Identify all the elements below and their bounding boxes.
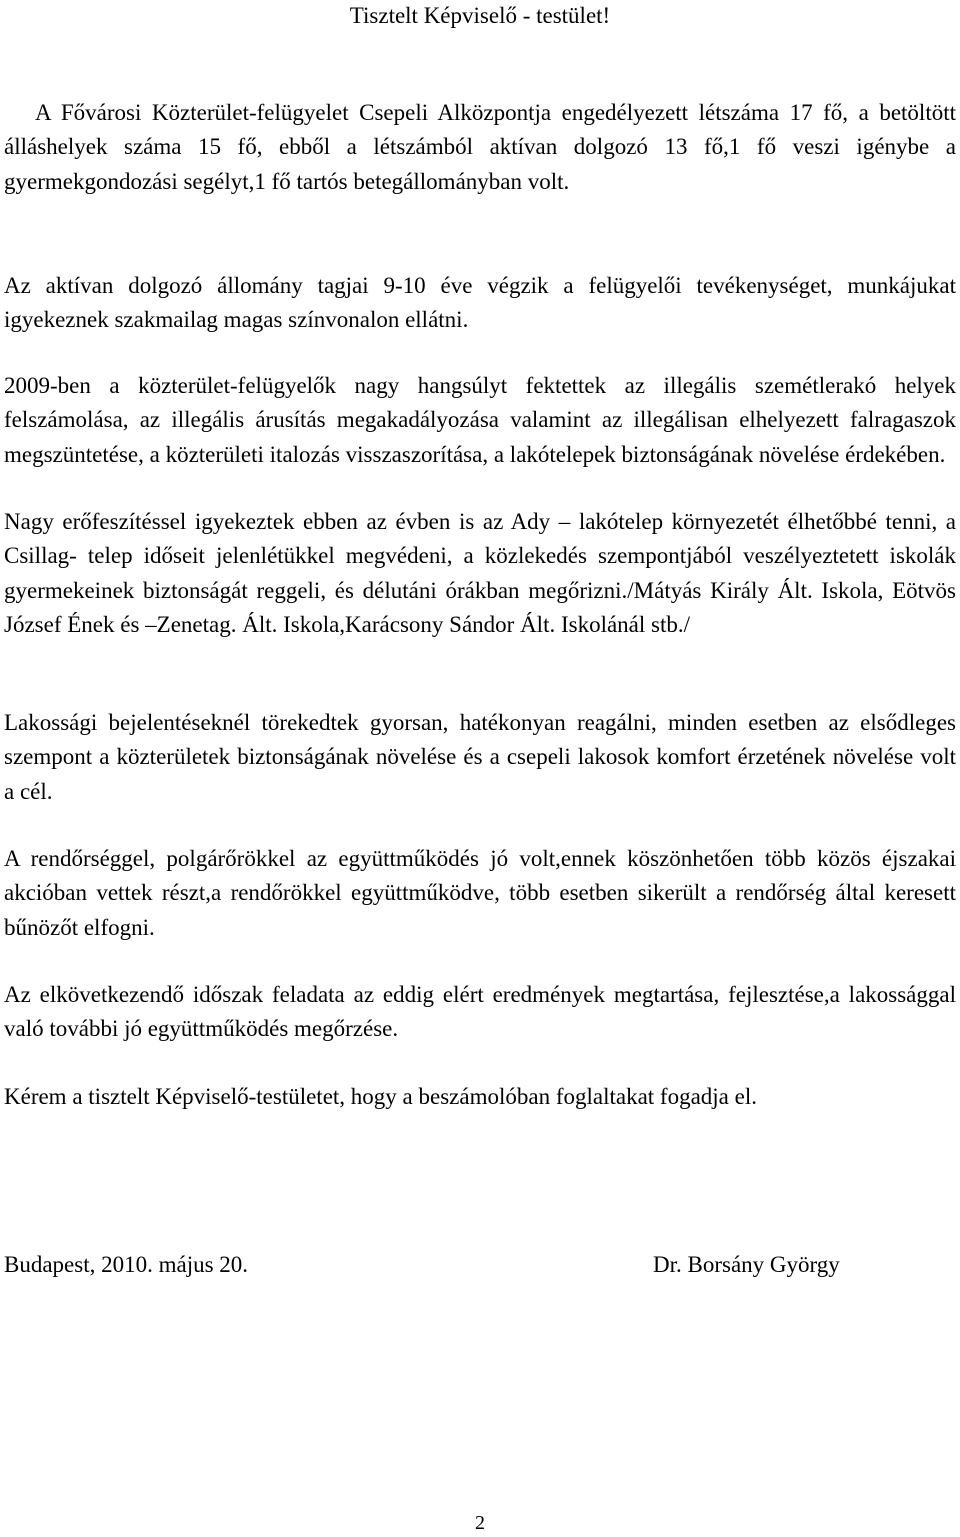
- document-title: Tisztelt Képviselő - testület!: [349, 3, 611, 28]
- paragraph-police-cooperation: A rendőrséggel, polgárőrökkel az együttműködés jó volt,ennek köszönhetően több közös éjszakai akcióban vettek részt,a rendőrökkel együttműködve, több esetben sikerült a rendőrség által keresett bűnözőt elfogni.: [4, 846, 956, 940]
- place-date: Budapest, 2010. május 20.: [4, 1252, 249, 1277]
- paragraph-request: Kérem a tisztelt Képviselő-testületet, hogy a beszámolóban foglaltakat fogadja el.: [4, 1084, 757, 1109]
- page-number: 2: [475, 1512, 485, 1534]
- paragraph-staffing: A Fővárosi Közterület-felügyelet Csepeli Alközpontja engedélyezett létszáma 17 fő, a betöltött álláshelyek száma 15 fő, ebből a létszámból aktívan dolgozó 13 fő,1 fő veszi igénybe a gyermekgondozási segélyt,1 fő tartós betegállományban volt.: [4, 100, 956, 194]
- signature-name: Dr. Borsány György: [653, 1252, 840, 1277]
- paragraph-efforts: Nagy erőfeszítéssel igyekeztek ebben az évben is az Ady – lakótelep környezetét élhetőbbé tenni, a Csillag- telep időseit jelenlétükkel megvédeni, a közlekedés szempontjából veszélyeztetett iskolák gyermekeinek biztonságát reggeli, és délutáni órákban megőrizni./Mátyás Király Ált. Iskola, Eötvös József Ének és –Zenetag. Ált. Iskola,Karácsony Sándor Ált. Iskolánál stb./: [4, 509, 956, 638]
- paragraph-staff-experience: Az aktívan dolgozó állomány tagjai 9-10 éve végzik a felügyelői tevékenységet, munkájukat igyekeznek szakmailag magas színvonalon ellátni.: [4, 273, 956, 333]
- paragraph-2009-priorities: 2009-ben a közterület-felügyelők nagy hangsúlyt fektettek az illegális szemétlerakó helyek felszámolása, az illegális árusítás megakadályozása valamint az illegálisan elhelyezett falragaszok megszüntetése, a közterületi italozás visszaszorítása, a lakótelepek biztonságának növelése érdekében.: [4, 373, 956, 467]
- paragraph-public-reports: Lakossági bejelentéseknél törekedtek gyorsan, hatékonyan reagálni, minden esetben az elsődleges szempont a közterületek biztonságának növelése és a csepeli lakosok komfort érzetének növelése volt a cél.: [4, 710, 956, 804]
- paragraph-future-tasks: Az elkövetkezendő időszak feladata az eddig elért eredmények megtartása, fejlesztése,a lakossággal való további jó együttműködés megőrzése.: [4, 982, 956, 1042]
